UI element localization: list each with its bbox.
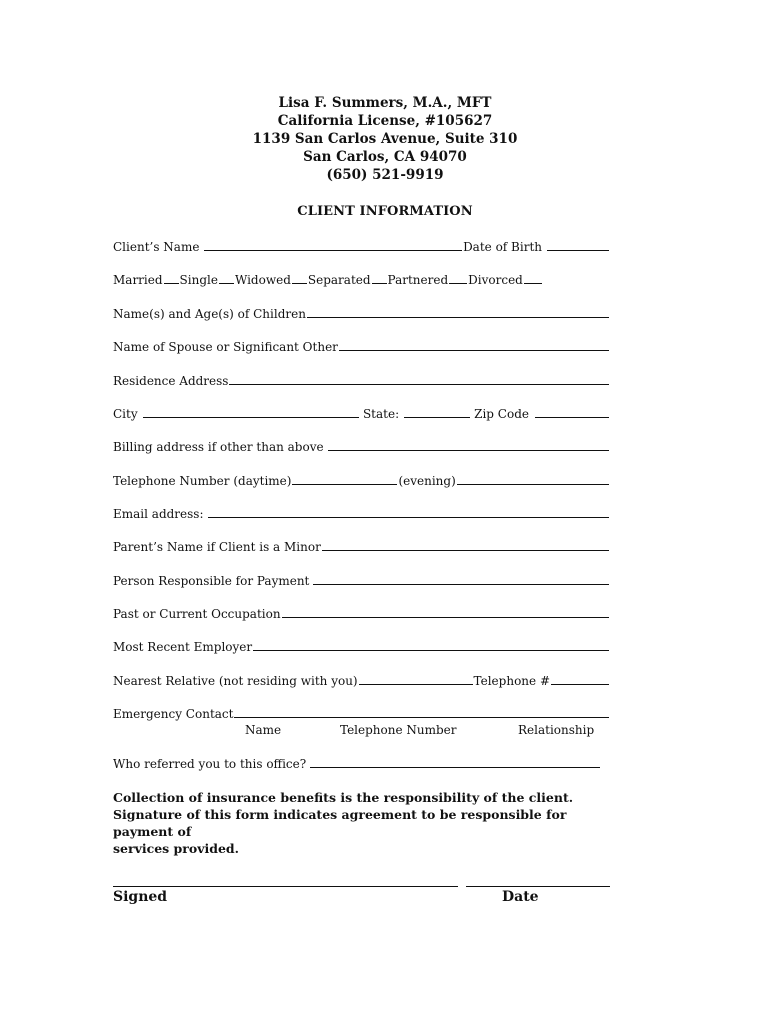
children-field[interactable] — [307, 306, 609, 318]
emergency-name-sublabel: Name — [245, 723, 282, 737]
residence-row — [113, 373, 610, 389]
practitioner-name: Lisa F. Summers, M.A., MFT — [278, 95, 492, 111]
parent-label: Parent’s Name if Client is a Minor — [113, 540, 321, 554]
single-label: Single — [179, 273, 218, 287]
divorced-field[interactable] — [524, 272, 542, 284]
parent-field[interactable] — [322, 539, 609, 551]
practitioner-header — [0, 94, 770, 184]
responsible-field[interactable] — [313, 573, 609, 585]
relative-field[interactable] — [359, 673, 473, 685]
telephone-evening-label: (evening) — [398, 474, 456, 488]
married-field[interactable] — [164, 272, 179, 284]
occupation-field[interactable] — [282, 606, 609, 618]
occupation-label: Past or Current Occupation — [113, 607, 281, 621]
emergency-telephone-sublabel: Telephone Number — [340, 723, 457, 737]
employer-row — [113, 639, 610, 655]
state-label: State: — [362, 407, 400, 421]
client-name-field[interactable] — [204, 239, 462, 251]
referred-row — [113, 756, 601, 772]
parent-row — [113, 539, 610, 555]
relative-phone-field[interactable] — [551, 673, 609, 685]
city-label: City — [113, 407, 138, 421]
separated-field[interactable] — [372, 272, 387, 284]
notice-line-2: Signature of this form indicates agreement to be responsible for payment of — [113, 807, 567, 839]
relative-phone-label: Telephone # — [473, 674, 550, 688]
telephone-evening-field[interactable] — [457, 473, 609, 485]
emergency-label: Emergency Contact — [113, 707, 234, 721]
children-label: Name(s) and Age(s) of Children — [113, 307, 306, 321]
children-row — [113, 306, 610, 322]
date-of-birth-label: Date of Birth — [463, 240, 542, 254]
telephone-row — [113, 473, 610, 489]
employer-label: Most Recent Employer — [113, 640, 253, 654]
zip-label: Zip Code — [474, 407, 529, 421]
marital-status-row — [113, 272, 533, 288]
spouse-label: Name of Spouse or Significant Other — [113, 340, 338, 354]
client-name-label: Client’s Name — [113, 240, 200, 254]
emergency-field[interactable] — [234, 706, 609, 718]
referred-label: Who referred you to this office? — [113, 757, 307, 771]
zip-field[interactable] — [535, 406, 609, 418]
email-field[interactable] — [208, 506, 610, 518]
spouse-field[interactable] — [339, 339, 609, 351]
single-field[interactable] — [219, 272, 234, 284]
form-title: CLIENT INFORMATION — [297, 204, 473, 219]
responsible-row — [113, 573, 610, 589]
residence-field[interactable] — [229, 373, 609, 385]
separated-label: Separated — [307, 273, 371, 287]
widowed-label: Widowed — [234, 273, 291, 287]
relative-label: Nearest Relative (not residing with you) — [113, 674, 358, 688]
partnered-label: Partnered — [387, 273, 449, 287]
widowed-field[interactable] — [292, 272, 307, 284]
telephone-daytime-label: Telephone Number (daytime) — [113, 474, 292, 488]
spouse-row — [113, 339, 610, 355]
client-name-row — [113, 239, 610, 255]
emergency-relationship-sublabel: Relationship — [518, 723, 595, 737]
address-line-2: San Carlos, CA 94070 — [303, 149, 467, 165]
billing-field[interactable] — [328, 439, 609, 451]
responsible-label: Person Responsible for Payment — [113, 574, 310, 588]
notice-line-1: Collection of insurance benefits is the responsibility of the client. — [113, 790, 574, 805]
phone-number: (650) 521-9919 — [326, 167, 444, 183]
employer-field[interactable] — [253, 639, 609, 651]
signed-label: Signed — [113, 889, 168, 905]
divorced-label: Divorced — [468, 273, 523, 287]
billing-row — [113, 439, 610, 455]
city-state-zip-row — [113, 406, 610, 422]
residence-label: Residence Address — [113, 374, 229, 388]
date-of-birth-field[interactable] — [547, 239, 609, 251]
city-field[interactable] — [143, 406, 359, 418]
telephone-daytime-field[interactable] — [292, 473, 397, 485]
license-number: California License, #105627 — [277, 113, 493, 129]
relative-row — [113, 673, 610, 689]
state-field[interactable] — [404, 406, 470, 418]
signature-field[interactable] — [113, 886, 458, 887]
date-label: Date — [502, 889, 539, 905]
partnered-field[interactable] — [449, 272, 467, 284]
emergency-row — [113, 706, 610, 722]
referred-field[interactable] — [310, 756, 600, 768]
married-label: Married — [113, 273, 163, 287]
signature-date-field[interactable] — [466, 886, 610, 887]
email-row — [113, 506, 610, 522]
emergency-sublabels — [113, 723, 610, 739]
payment-notice — [113, 789, 613, 857]
address-line-1: 1139 San Carlos Avenue, Suite 310 — [252, 131, 518, 147]
email-label: Email address: — [113, 507, 204, 521]
occupation-row — [113, 606, 610, 622]
billing-label: Billing address if other than above — [113, 440, 324, 454]
notice-line-3: services provided. — [113, 841, 240, 856]
